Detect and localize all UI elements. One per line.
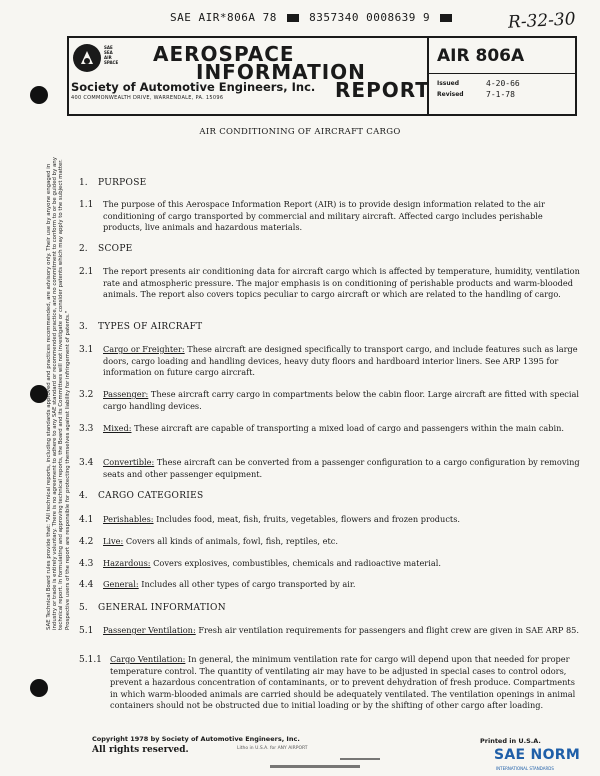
section-number: 3.: [79, 322, 88, 332]
punch-hole: [30, 679, 48, 697]
section-number: 5.: [79, 603, 88, 613]
revised-label: Revised: [437, 91, 464, 98]
section-number: 5.1.1: [79, 655, 102, 665]
term: Hazardous:: [103, 558, 151, 568]
paragraph: The purpose of this Aerospace Information Report (AIR) is to provide design information related to the air conditioning of cargo transported by commercial and military aircraft. Affected cargo includes perishable products, live animals and hazardous materials.: [103, 199, 545, 232]
rights-notice: All rights reserved.: [92, 745, 189, 755]
side-disclaimer: [46, 150, 71, 630]
section-heading: CARGO CATEGORIES: [98, 491, 204, 501]
header-rule: [429, 73, 577, 74]
barcode-block: [287, 14, 299, 22]
barcode-block: [440, 14, 452, 22]
litho-note: Litho in U.S.A. for ANY AIRPORT: [237, 746, 308, 751]
document-number: AIR 806A: [437, 46, 525, 66]
paragraph: Passenger: These aircraft carry cargo in compartments below the cabin floor. Large aircraft are fitted with special cargo handling devices.: [103, 389, 580, 411]
term: Mixed:: [103, 423, 132, 433]
sae-logo-icon: [73, 44, 101, 72]
issued-date: 4-20-66: [486, 79, 520, 88]
printed-notice: Printed in U.S.A.: [480, 737, 541, 745]
society-address: 400 COMMONWEALTH DRIVE, WARRENDALE, PA. 15096: [71, 95, 224, 101]
logo-text: SAE SEA AIR SPACE: [104, 45, 119, 65]
term: Cargo or Freighter:: [103, 344, 185, 354]
section-number: 1.: [79, 178, 88, 188]
term: Perishables:: [103, 514, 154, 524]
scan-artifact: [340, 758, 380, 760]
section-number: 3.2: [79, 390, 94, 400]
handwritten-note: R-32-30: [507, 9, 577, 33]
term: General:: [103, 579, 139, 589]
report-type-line3: REPORT: [335, 78, 430, 102]
paragraph: Live: Covers all kinds of animals, fowl, fish, reptiles, etc.: [103, 536, 338, 546]
document-serial: 8357340 0008639 9: [309, 11, 431, 24]
section-heading: PURPOSE: [98, 178, 147, 188]
sae-norm-watermark: SAE NORM: [494, 747, 581, 763]
term: Convertible:: [103, 457, 155, 467]
section-number: 4.4: [79, 580, 94, 590]
paragraph: Hazardous: Covers explosives, combustibles, chemicals and radioactive material.: [103, 558, 441, 568]
report-type-line2: INFORMATION: [196, 60, 366, 84]
section-number: 2.1: [79, 267, 94, 277]
issued-label: Issued: [437, 80, 460, 87]
section-number: 3.4: [79, 458, 94, 468]
section-number: 5.1: [79, 626, 94, 636]
term: Cargo Ventilation:: [110, 654, 186, 664]
paragraph: Cargo Ventilation: In general, the minimum ventilation rate for cargo will depend upon that needed for proper temperature control. The quantity of ventilating air may have to be adjusted in special cases to control odors, prevent a hazardous concentration of contaminants, or to prevent dehydration of fresh produce. Compartments in which warm-blooded animals are carried should be adequately ventilated. The ventilation openings in animal containers should not be obstructed due to initial loading or by the shifting of other cargo after loading.: [110, 654, 576, 710]
paragraph: General: Includes all other types of cargo transported by air.: [103, 579, 356, 589]
document-title: AIR CONDITIONING OF AIRCRAFT CARGO: [199, 127, 401, 137]
scan-artifact: [270, 765, 360, 768]
section-heading: GENERAL INFORMATION: [98, 603, 226, 613]
section-heading: SCOPE: [98, 244, 133, 254]
section-number: 4.2: [79, 537, 94, 547]
revised-date: 7-1-78: [486, 90, 515, 99]
paragraph: Passenger Ventilation: Fresh air ventilation requirements for passengers and flight crew are given in SAE ARP 85.: [103, 625, 579, 635]
section-number: 4.1: [79, 515, 94, 525]
section-number: 3.1: [79, 345, 94, 355]
document-code: SAE AIR*806A 78: [170, 11, 277, 24]
punch-hole: [30, 86, 48, 104]
section-number: 3.3: [79, 424, 94, 434]
paragraph: Perishables: Includes food, meat, fish, fruits, vegetables, flowers and frozen products.: [103, 514, 461, 524]
side-disclaimer-text: SAE Technical Board rules provide that: "All technical reports, including standards approved and practices recommended, are advisory only. Their use by anyone engaged in industry or trade is entirely voluntary. There is no agreement to adhere to any SAE standard or recommended practice, and no commitment to conform to or be guided by any technical report. In formulating and approving technical reports, the Board and its Committees will not investigate or consider patents which may apply to the subject matter. Prospective users of the report are responsible for protecting themselves against liability for infringement of patents.": [46, 157, 71, 630]
paragraph: The report presents air conditioning data for aircraft cargo which is affected by temperature, humidity, ventilation rate and atmospheric pressure. The major emphasis is on conditioning of perishable products and warm-blooded animals. The report also covers topics peculiar to cargo aircraft or which are related to the handling of cargo.: [103, 266, 580, 299]
section-number: 2.: [79, 244, 88, 254]
paragraph: Mixed: These aircraft are capable of transporting a mixed load of cargo and passengers within the main cabin.: [103, 423, 565, 433]
term: Passenger:: [103, 389, 149, 399]
paragraph: Cargo or Freighter: These aircraft are designed specifically to transport cargo, and include features such as large doors, cargo loading and handling devices, heavy duty floors and hardboard interior liners. See ARP 1395 for information on future cargo aircraft.: [103, 344, 578, 377]
section-number: 4.3: [79, 559, 94, 569]
section-number: 4.: [79, 491, 88, 501]
section-heading: TYPES OF AIRCRAFT: [98, 322, 203, 332]
term: Live:: [103, 536, 124, 546]
copyright-notice: Copyright 1978 by Society of Automotive Engineers, Inc.: [92, 735, 300, 743]
society-name: Society of Automotive Engineers, Inc.: [71, 80, 316, 94]
paragraph: Convertible: These aircraft can be converted from a passenger configuration to a cargo configuration by removing seats and other passenger equipment.: [103, 457, 580, 479]
document-code-line: [170, 11, 455, 24]
watermark-subtitle: INTERNATIONAL STANDARDS: [496, 766, 554, 771]
header-divider: [427, 36, 429, 116]
section-number: 1.1: [79, 200, 94, 210]
report-type-line1: AEROSPACE: [153, 42, 295, 66]
term: Passenger Ventilation:: [103, 625, 196, 635]
